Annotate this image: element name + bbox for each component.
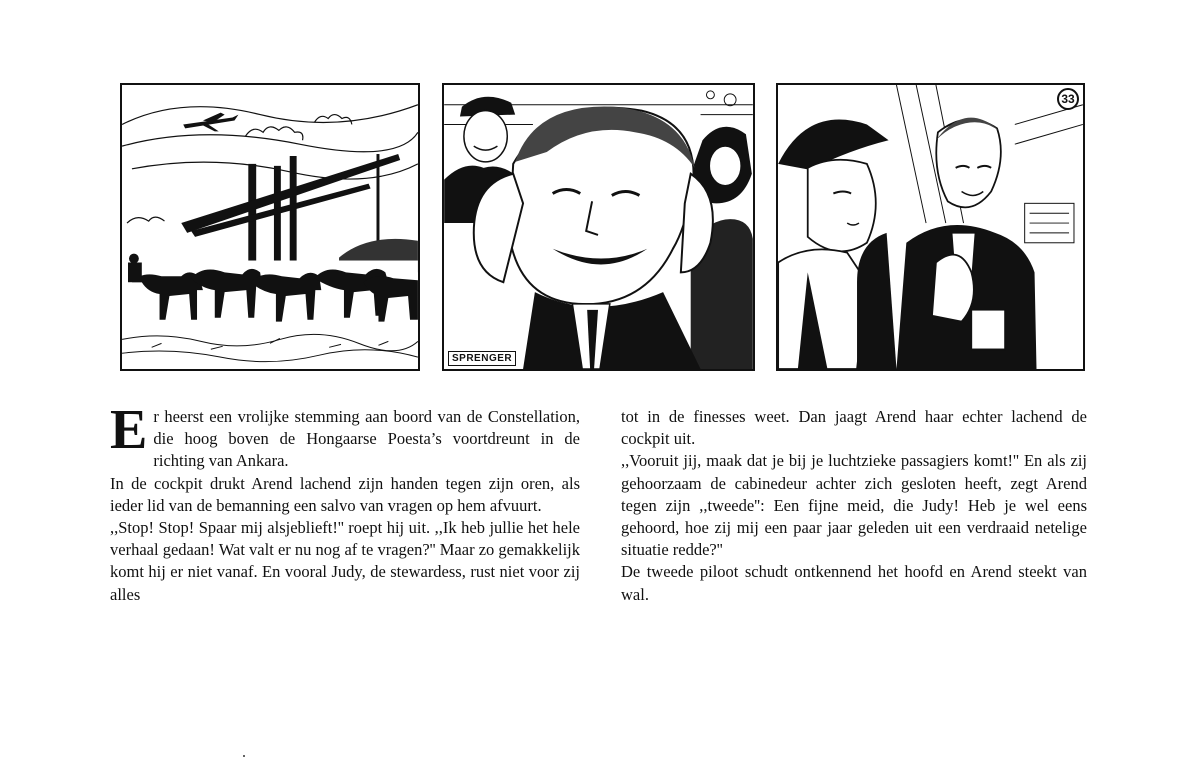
comic-panel-2 <box>442 83 755 371</box>
story-text-left-column <box>110 399 580 606</box>
story-paragraph: De tweede piloot schudt ontkennend het hoofd en Arend steekt van wal. <box>621 562 1087 604</box>
arend-laughing <box>474 106 713 369</box>
artist-signature: SPRENGER <box>448 351 516 366</box>
panel-3-illustration <box>778 85 1083 369</box>
story-paragraph: ,,Stop! Stop! Spaar mij alsjeblieft!'' roept hij uit. ,,Ik heb jullie het hele verhaal gedaan! Wat valt er nu nog af te vragen?'' Maar zo gemakkelijk komt hij er niet vanaf. En vooral Judy, de stewardess, rust niet voor zij alles <box>110 518 580 604</box>
story-paragraph <box>110 399 580 473</box>
comic-panel-1 <box>120 83 420 371</box>
story-paragraph-text: r heerst een vrolijke stemming aan boord van de Constellation, die hoog boven de Hongaarse Poesta’s voortdreunt in de richting van Ankara. <box>153 407 580 471</box>
airplane-icon <box>183 113 238 132</box>
story-text-right-column <box>621 406 1087 606</box>
print-speck <box>243 755 245 757</box>
panel-2-illustration <box>444 85 753 369</box>
drop-cap: E <box>110 399 148 461</box>
story-paragraph: In de cockpit drukt Arend lachend zijn handen tegen zijn oren, als ieder lid van de bemanning een salvo van vragen op hem afvuurt. <box>110 473 580 515</box>
comic-panel-3 <box>776 83 1085 371</box>
story-paragraph: ,,Vooruit jij, maak dat je bij je luchtzieke passagiers komt!'' En als zij gehoorzaam de cabinedeur achter zich gesloten heeft, zegt Arend tegen zijn ,,tweede'': Een fijne meid, die Judy! Heb je wel eens gehoord, hoe zij mij een paar jaar geleden uit een verdraaid netelige situatie redde?'' <box>621 451 1087 560</box>
page-number-badge: 33 <box>1057 88 1079 110</box>
panel-1-illustration <box>122 85 418 369</box>
pilot-arend-seated <box>857 118 1036 369</box>
story-paragraph: tot in de finesses weet. Dan jaagt Arend haar echter lachend de cockpit uit. <box>621 407 1087 449</box>
